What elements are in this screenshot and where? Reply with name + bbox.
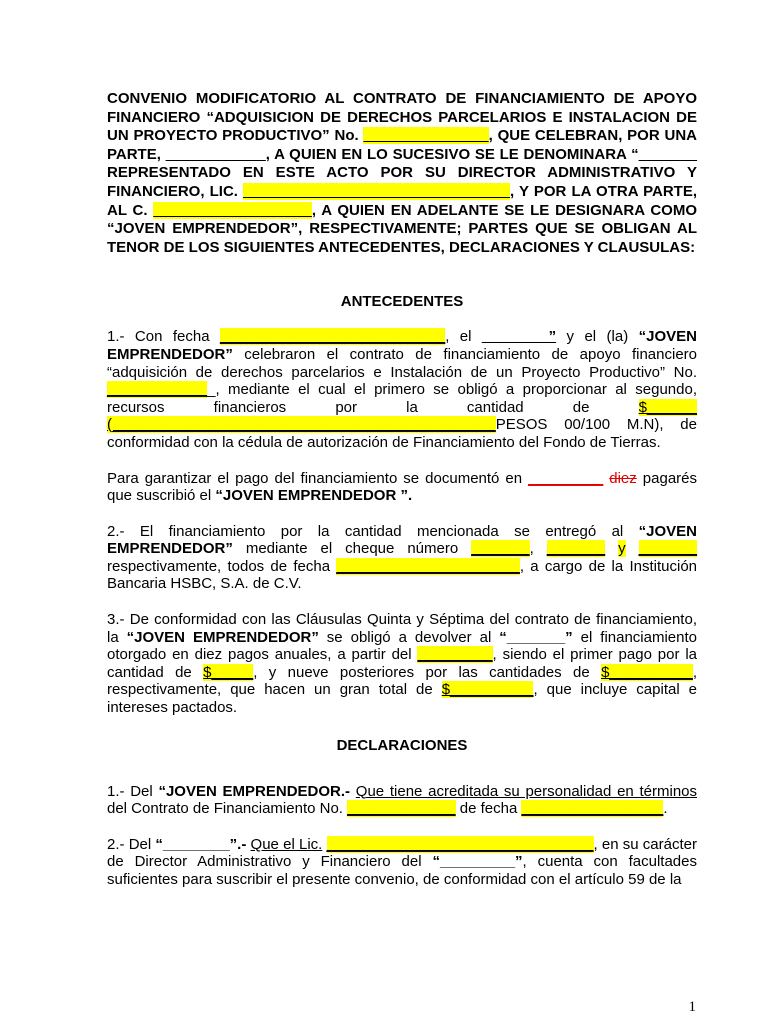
antecedente-1 (107, 328, 697, 451)
body-text: _, mediante el cual el primero se obligó a proporcionar al segundo, recursos financieros por la cantidad de (107, 381, 697, 416)
body-text: , y nueve posteriores por las cantidades de (253, 663, 602, 681)
page-number: 1 (688, 999, 696, 1015)
body-text: . (663, 800, 668, 818)
title-text: REPRESENTADO EN ESTE ACTO POR SU DIRECTOR ADMINISTRATIVO Y FINANCIERO, LIC. (107, 164, 697, 200)
antecedente-3 (107, 611, 697, 717)
body-text: , respectivamente, que hacen un gran total de (107, 663, 698, 699)
date-blank: _________________ (521, 800, 664, 818)
body-text: el financiamiento otorgado en diez pagos anuales, a partir del (107, 628, 697, 664)
antecedentes-heading: ANTECEDENTES (340, 293, 464, 311)
title-text: CONVENIO MODIFICATORIO AL CONTRATO DE FINANCIAMIENTO DE APOYO FINANCIERO “ADQUISICION DE DERECHOS PARCELARIOS E INSTALACION DE UN PROYECTO PRODUCTIVO” No. (107, 90, 697, 145)
body-text: pagarés que suscribió el (107, 469, 698, 505)
deleted-text: diez (609, 469, 637, 487)
body-text: se obligó a devolver al (318, 628, 500, 646)
entrepreneur-name-blank: ___________________ (153, 201, 312, 219)
amount-words-blank: (______________________________________________ (107, 416, 496, 434)
declaraciones-heading: DECLARACIONES (336, 736, 468, 754)
cheque-number-blank: _______ (471, 540, 530, 558)
body-text (605, 540, 618, 557)
joven-emprendedor-label: “JOVEN EMPRENDEDOR” (107, 522, 697, 558)
joven-emprendedor-label: “JOVEN EMPRENDEDOR” (107, 328, 697, 363)
amount-blank: $_____ (203, 663, 254, 681)
joven-emprendedor-label: “JOVEN EMPRENDEDOR” (126, 628, 319, 646)
denomination-blank: _______ (638, 145, 697, 163)
body-text (322, 836, 326, 853)
declaracion-2 (107, 836, 697, 889)
title-text: , QUE CELEBRAN, POR UNA PARTE, (107, 127, 697, 163)
body-text: 1.- Del (107, 782, 159, 800)
body-text: , (529, 540, 547, 558)
date-blank: ___________________________ (219, 328, 446, 346)
name-blank: ________” (481, 328, 557, 346)
name-blank: “_________” (432, 853, 523, 871)
joven-emprendedor-label: “JOVEN EMPRENDEDOR ”. (215, 487, 413, 505)
body-text: , en su carácter de Director Administrativo y Financiero del (107, 835, 697, 871)
body-text: mediante el cheque número (232, 540, 472, 558)
body-text: 2.- Del (107, 835, 156, 853)
party-name-blank: ____________ (165, 145, 266, 163)
body-text: 1.- Con fecha (107, 328, 220, 346)
underlined-text: Que el Lic. (250, 835, 323, 853)
convenio-title (107, 90, 697, 257)
title-text: , Y POR LA OTRA PARTE, AL C. (107, 182, 697, 219)
body-text: , cuenta con facultades suficientes para suscribir el presente convenio, de conformidad con el artículo 59 de la (107, 853, 697, 888)
title-text: , A QUIEN EN ADELANTE SE LE DESIGNARA COMO “JOVEN EMPRENDEDOR”, RESPECTIVAMENTE; PARTES QUE SE OBLIGAN AL TENOR DE LOS SIGUIENTES ANTECEDENTES, DECLARACIONES Y CLAUSULAS: (107, 201, 698, 256)
body-text: , el (445, 328, 482, 346)
antecedente-2 (107, 523, 697, 593)
contract-number-blank: ____________ (107, 381, 208, 399)
body-text (626, 540, 639, 557)
declaracion-1 (107, 783, 697, 818)
amount-blank: $__________ (601, 663, 693, 681)
joven-emprendedor-label: “JOVEN EMPRENDEDOR.- (158, 782, 351, 800)
amount-blank: $______ (638, 398, 697, 416)
body-text: celebraron el contrato de financiamiento de apoyo financiero “adquisición de derechos parcelarios e Instalación de un Proyecto Productivo” No. (107, 345, 697, 381)
body-text: , que incluye capital e intereses pactados. (107, 681, 697, 717)
body-text: 2.- El financiamiento por la cantidad mencionada se entregó al (107, 522, 639, 540)
body-text: y el (la) (556, 328, 639, 346)
body-text: 3.- De conformidad con las Cláusulas Quinta y Séptima del contrato de financiamiento, la (107, 611, 697, 646)
cheque-number-blank: _______ (638, 540, 698, 558)
body-text: respectivamente, todos de fecha (107, 557, 337, 575)
body-text: PESOS 00/100 M.N), de conformidad con la cédula de autorización de Financiamiento del Fondo de Tierras. (107, 416, 697, 451)
title-text: , A QUIEN EN LO SUCESIVO SE LE DENOMINARA “ (265, 145, 639, 163)
document-page (107, 90, 697, 889)
contract-number-blank: _______________ (363, 127, 489, 145)
underlined-text: Que tiene acreditada su personalidad en términos (355, 782, 698, 800)
body-text: , siendo el primer pago por la cantidad de (107, 646, 698, 681)
date-blank: ______________________ (336, 557, 520, 575)
body-text: Para garantizar el pago del financiamiento se documentó en (107, 469, 529, 487)
contract-number-blank: _____________ (347, 800, 456, 818)
antecedente-pagares (107, 470, 697, 505)
body-text: del Contrato de Financiamiento No. (107, 800, 348, 818)
date-blank: _________ (417, 646, 493, 664)
pagares-count-blank: _________ (528, 469, 604, 487)
body-text: , a cargo de la Institución Bancaria HSBC, S.A. de C.V. (107, 557, 698, 593)
director-name-blank: ________________________________ (243, 182, 511, 200)
cheque-number-blank: _______ (546, 540, 606, 558)
name-blank: “________”.- (155, 835, 247, 853)
director-name-blank: ________________________________ (326, 835, 594, 853)
total-amount-blank: $__________ (441, 681, 534, 699)
body-text: de fecha (455, 800, 522, 818)
conjunction-text: y (618, 540, 626, 558)
name-blank: “_______” (499, 628, 573, 646)
